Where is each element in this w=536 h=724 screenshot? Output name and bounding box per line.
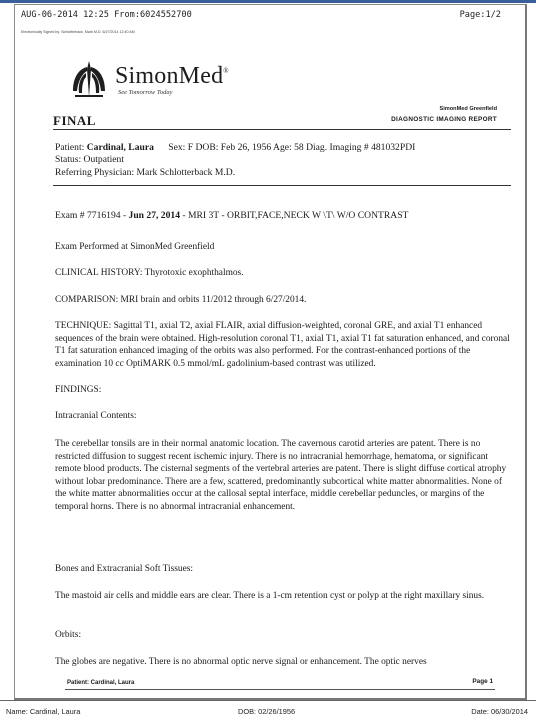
strip-dob: DOB: 02/26/1956 [238,707,296,716]
intracranial-findings: The cerebellar tonsils are in their normal anatomic location. The cavernous carotid arteries are patent. There is no restricted diffusion to suggest recent ischemic injury. There is no intracranial hemorrhage, hematoma, or significant remote blood products. The cisternal segments of the vertebral arteries are patent. There is slight diffuse cortical atrophy without lobar predominance. There are a few, scattered, predominantly subcortical white matter abnormalities. None of the white matter abnormalities occur at the callosal septal interface, middle cerebellar peduncles, or margins of the temporal horns. There is no abnormal intracranial enhancement. [55,439,507,512]
patient-name: Cardinal, Laura [86,142,154,153]
patient-line: Patient: Cardinal, Laura Sex: F DOB: Feb 26, 1956 Age: 58 Diag. Imaging # 481032PDI [55,142,416,153]
footer-page-number: Page 1 [472,678,493,685]
intracranial-heading: Intracranial Contents: [55,411,137,421]
viewer-top-bar [0,0,536,3]
bones-findings: The mastoid air cells and middle ears are clear. There is a 1-cm retention cyst or polyp at the right maxillary sinus. [55,591,485,601]
report-status: FINAL [53,113,96,128]
fax-header-page: Page:1/2 [459,10,501,20]
referring-physician: Referring Physician: Mark Schlotterback M.D. [55,167,236,178]
imaging-center-name: SimonMed Greenfield [439,106,497,112]
orbits-findings: The globes are negative. There is no abnormal optic nerve signal or enhancement. The optic nerves [55,657,427,667]
exam-line: Exam # 7716194 - Jun 27, 2014 - MRI 3T - ORBIT,FACE,NECK W \T\ W/O CONTRAST [55,210,409,221]
bones-heading: Bones and Extracranial Soft Tissues: [55,564,194,574]
comparison: COMPARISON: MRI brain and orbits 11/2012 through 6/27/2014. [55,295,307,305]
exam-performed: Exam Performed at SimonMed Greenfield [55,242,215,252]
orbits-heading: Orbits: [55,630,82,640]
patient-status: Status: Outpatient [55,154,125,165]
strip-patient-name: Name: Cardinal, Laura [6,707,81,716]
clinical-history: CLINICAL HISTORY: Thyrotoxic exophthalmos. [55,268,244,278]
findings-heading: FINDINGS: [55,385,102,395]
footer-patient: Patient: Cardinal, Laura [67,680,135,686]
header-divider [53,129,511,130]
brand-tagline: See Tomorrow Today [118,89,173,96]
exam-date: Jun 27, 2014 [128,210,180,221]
report-title: DIAGNOSTIC IMAGING REPORT [391,116,497,123]
document-info-strip [0,700,536,724]
patient-divider [53,185,511,186]
electronic-signature-note: Electronically Signed by: Schlotterback, Mark M.D. 6/27/2014 12:40 AM [21,30,135,34]
document-page [14,4,527,700]
strip-date: Date: 06/30/2014 [471,707,528,716]
patient-demographics: Sex: F DOB: Feb 26, 1956 Age: 58 Diag. Imaging # 481032PDI [168,142,416,153]
technique: TECHNIQUE: Sagittal T1, axial T2, axial FLAIR, axial diffusion-weighted, coronal GRE, and axial T1 enhanced sequences of the brain were obtained. High-resolution coronal T1, axial T1, axial T1 fat saturation enhanced, and coronal T1 fat saturation enhanced imaging of the orbits was also performed. For the contrast-enhanced portions of the examination 10 cc OptiMARK 0.5 mmol/mL gadolinium-based contrast was utilized. [55,321,510,369]
exam-description: - MRI 3T - ORBIT,FACE,NECK W \T\ W/O CONTRAST [180,210,409,221]
simonmed-feather-logo-icon [67,57,111,101]
fax-header-left: AUG-06-2014 12:25 From:6024552700 [21,10,192,20]
footer-divider [65,689,495,690]
brand-name: SimonMed® [115,63,229,89]
